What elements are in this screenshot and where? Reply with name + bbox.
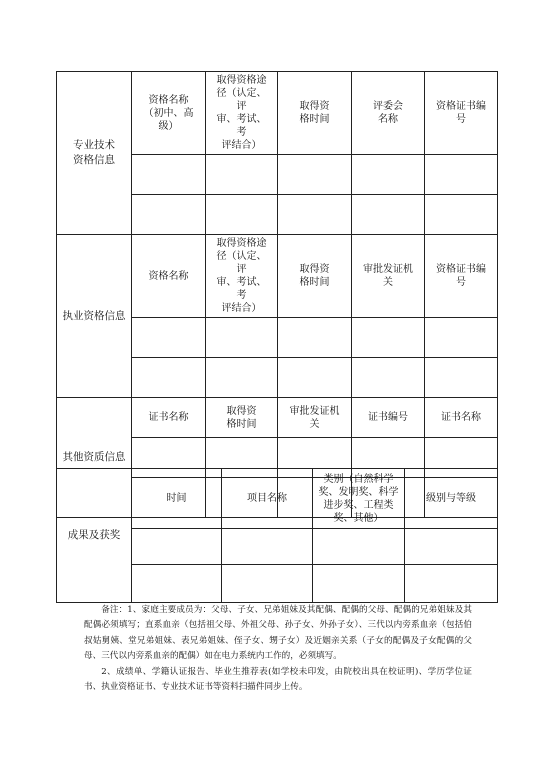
input-cell[interactable] [313,529,405,565]
professional-header-acquisition-time: 取得资 格时间 [278,72,352,155]
input-cell[interactable] [278,318,352,358]
professional-header-qualification-name: 资格名称 （初中、高 级） [132,72,206,155]
input-cell[interactable] [278,195,352,235]
input-cell[interactable] [278,358,352,398]
other-header-issuing-authority: 审批发证机 关 [278,398,352,438]
note-1: 备注：1、家庭主要成员为：父母、子女、兄弟姐妹及其配偶、配偶的父母、配偶的兄弟姐妹及其配偶必须填写；直系血亲（包括祖父母、外祖父母、孙子女、外孙子女）、三代以内旁系血亲（包括伯叔姑舅姨、堂兄弟姐妹、表兄弟姐妹、侄子女、甥子女）及近姻亲关系（子女的配偶及子女配偶的父母、三代以内旁系血亲的配偶）如在电力系统内工作的，必须填写。 [84,605,472,662]
other-header-acquisition-time: 取得资 格时间 [206,398,278,438]
practice-header-qualification-name: 资格名称 [132,235,206,318]
input-cell[interactable] [313,565,405,603]
input-cell[interactable] [206,195,278,235]
input-cell[interactable] [132,318,206,358]
practice-header-certificate-number: 资格证书编 号 [425,235,498,318]
achievements-section-label: 成果及获奖 [57,469,132,603]
input-cell[interactable] [132,195,206,235]
input-cell[interactable] [352,195,425,235]
input-cell[interactable] [206,358,278,398]
other-section-label: 其他资质信息 [57,398,132,518]
input-cell[interactable] [132,155,206,195]
input-cell[interactable] [352,318,425,358]
achievements-header-category: 类别（自然科学 奖、发明奖、科学 进步奖、工程类 奖、其他） [313,469,405,529]
input-cell[interactable] [278,155,352,195]
input-cell[interactable] [425,358,498,398]
input-cell[interactable] [132,529,222,565]
other-header-certificate-number: 证书编号 [352,398,425,438]
practice-header-issuing-authority: 审批发证机 关 [352,235,425,318]
input-cell[interactable] [206,318,278,358]
input-cell[interactable] [425,195,498,235]
professional-header-certificate-number: 资格证书编 号 [425,72,498,155]
input-cell[interactable] [405,565,498,603]
achievements-header-level-grade: 级别与等级 [405,469,498,529]
achievements-table [56,468,498,603]
input-cell[interactable] [222,565,313,603]
professional-header-committee-name: 评委会 名称 [352,72,425,155]
notes-block [84,603,472,695]
practice-header-acquisition-time: 取得资 格时间 [278,235,352,318]
input-cell[interactable] [206,155,278,195]
input-cell[interactable] [425,155,498,195]
achievements-header-project-name: 项目名称 [222,469,313,529]
input-cell[interactable] [352,155,425,195]
input-cell[interactable] [405,529,498,565]
professional-header-acquisition-route: 取得资格途 径（认定、评 审、考试、考 评结合） [206,72,278,155]
input-cell[interactable] [425,318,498,358]
input-cell[interactable] [132,565,222,603]
input-cell[interactable] [132,358,206,398]
other-header-certificate-name: 证书名称 [132,398,206,438]
achievements-header-time: 时间 [132,469,222,529]
input-cell[interactable] [352,358,425,398]
qualification-table [56,71,498,518]
other-header-certificate-name-2: 证书名称 [425,398,498,438]
professional-section-label: 专业技术 资格信息 [57,72,132,235]
note-2: 2、成绩单、学籍认证报告、毕业生推荐表(如学校未印发，由院校出具在校证明)、学历学位证书、执业资格证书、专业技术证书等资料扫描件同步上传。 [84,666,472,693]
input-cell[interactable] [222,529,313,565]
practice-header-acquisition-route: 取得资格途 径（认定、评 审、考试、考 评结合） [206,235,278,318]
practice-section-label: 执业资格信息 [57,235,132,398]
